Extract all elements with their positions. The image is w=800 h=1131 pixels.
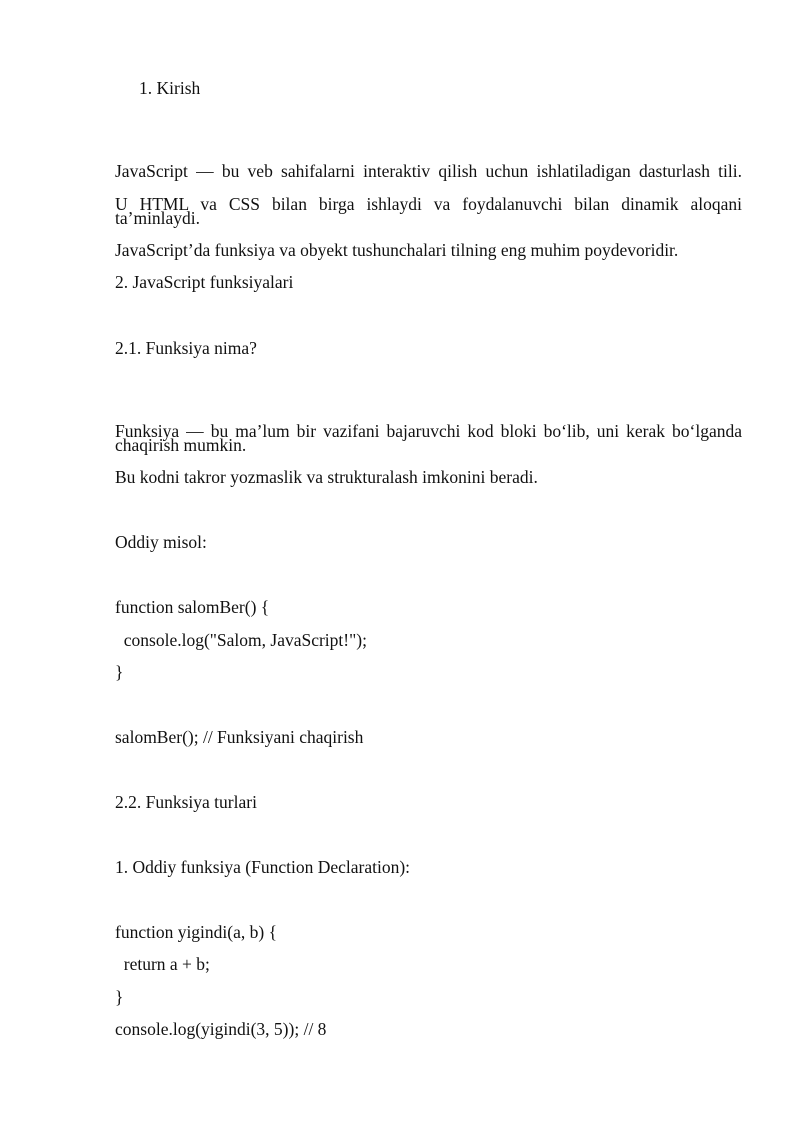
section-heading-funksiyalar: 2. JavaScript funksiyalari — [115, 272, 294, 292]
definition-line-1: Funksiya — bu ma’lum bir vazifani bajaruvchi kod bloki bo‘lib, uni kerak bo‘lganda — [115, 420, 742, 441]
intro-paragraph-2: JavaScript’da funksiya va obyekt tushunchalari tilning eng muhim poydevoridir. — [115, 240, 679, 260]
code-line: console.log(yigindi(3, 5)); // 8 — [115, 1019, 327, 1039]
example-label: Oddiy misol: — [115, 532, 207, 552]
section-heading-kirish: 1. Kirish — [139, 78, 201, 98]
code-line: return a + b; — [115, 954, 210, 974]
subsection-heading-funksiya-nima: 2.1. Funksiya nima? — [115, 338, 257, 358]
subsection-heading-funksiya-turlari: 2.2. Funksiya turlari — [115, 792, 257, 812]
definition-line-3: Bu kodni takror yozmaslik va strukturalash imkonini beradi. — [115, 467, 538, 487]
intro-paragraph-line-2: U HTML va CSS bilan birga ishlaydi va foydalanuvchi bilan dinamik aloqani — [115, 193, 742, 214]
code-line: function yigindi(a, b) { — [115, 922, 277, 942]
code-line: salomBer(); // Funksiyani chaqirish — [115, 727, 364, 747]
code-line: } — [115, 987, 124, 1007]
code-line: } — [115, 662, 124, 682]
definition-line-2: chaqirish mumkin. — [115, 435, 247, 455]
code-line: function salomBer() { — [115, 597, 270, 617]
intro-paragraph-line-1: JavaScript — bu veb sahifalarni interaktiv qilish uchun ishlatiladigan dasturlash tili. — [115, 160, 742, 181]
code-line: console.log("Salom, JavaScript!"); — [115, 630, 367, 650]
type-label-function-declaration: 1. Oddiy funksiya (Function Declaration): — [115, 857, 411, 877]
intro-paragraph-line-3: ta’minlaydi. — [115, 208, 201, 228]
